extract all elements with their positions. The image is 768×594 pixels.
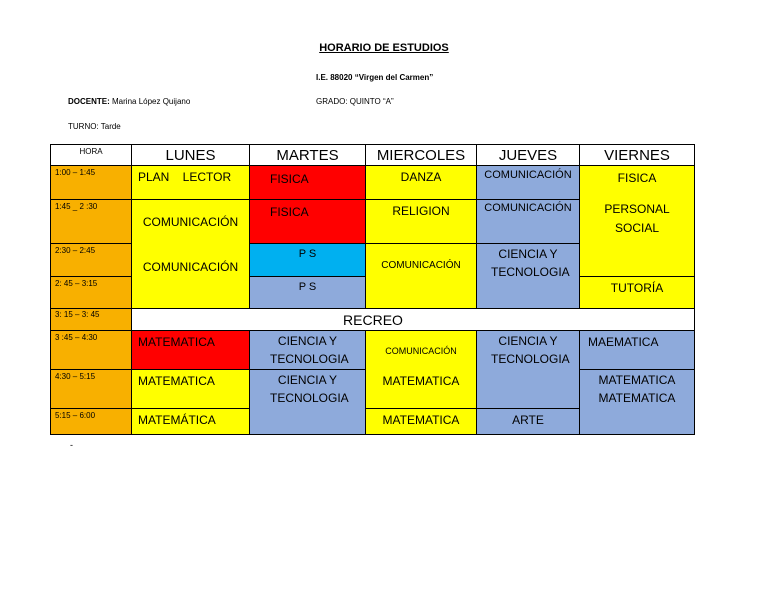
day-label: LUNES	[165, 147, 216, 164]
time-slot	[50, 308, 132, 331]
time-label: 1:45 _ 2 :30	[55, 202, 98, 211]
time-label: 3: 15 – 3: 45	[55, 310, 100, 319]
class-cell-jueves	[476, 330, 580, 409]
class-cell-martes	[249, 330, 366, 370]
class-cell-lunes	[131, 408, 250, 435]
class-cell-miercoles	[365, 165, 477, 200]
class-cell-viernes	[579, 276, 695, 309]
time-label: 5:15 – 6:00	[55, 411, 96, 420]
class-cell-miercoles	[365, 330, 477, 409]
class-label: COMUNICACIÓN	[381, 260, 461, 271]
recess-row	[131, 308, 695, 331]
class-cell-martes	[249, 165, 366, 200]
class-cell-viernes	[579, 369, 695, 435]
time-slot	[50, 369, 132, 409]
class-cell-martes	[249, 199, 366, 244]
document-title: HORARIO DE ESTUDIOS	[319, 42, 449, 54]
day-label: VIERNES	[604, 147, 670, 164]
class-cell-jueves	[476, 165, 580, 200]
class-label: P S	[298, 248, 317, 260]
class-label: TUTORÍA	[610, 281, 664, 295]
class-cell-lunes	[131, 330, 250, 370]
class-cell-jueves	[476, 199, 580, 244]
teacher-name: Marina López Quijano	[112, 97, 191, 106]
day-header-lunes	[131, 144, 250, 166]
class-label: COMUNICACIÓN	[142, 260, 239, 274]
class-label: PERSONAL SOCIAL	[604, 202, 670, 235]
day-header-viernes	[579, 144, 695, 166]
class-label: CIENCIA Y TECNOLOGIA	[270, 334, 349, 366]
class-label: PLAN LECTOR	[138, 170, 232, 184]
time-slot	[50, 408, 132, 435]
class-label: COMUNICACIÓN	[385, 346, 457, 356]
class-label: CIENCIA Y TECNOLOGIA	[270, 373, 349, 405]
class-label: MATEMÁTICA	[138, 413, 216, 427]
class-cell-lunes	[131, 369, 250, 409]
class-cell-martes	[249, 243, 366, 277]
class-label: DANZA	[400, 170, 442, 184]
grade-line: GRADO: QUINTO “A”	[316, 97, 394, 106]
class-label: FISICA	[617, 171, 657, 185]
day-header-miercoles	[365, 144, 477, 166]
class-label: ARTE	[512, 413, 544, 427]
class-label: FISICA	[270, 205, 309, 219]
day-label: MIERCOLES	[376, 147, 466, 164]
day-header-martes	[249, 144, 366, 166]
class-label: MATEMATICA	[138, 374, 215, 388]
shift-line: TURNO: Tarde	[68, 122, 121, 131]
class-label: COMUNICACIÓN	[484, 169, 572, 181]
class-label: MATEMATICA	[382, 374, 460, 388]
class-cell-lunes	[131, 199, 250, 309]
corner-label: HORA	[79, 147, 103, 156]
time-label: 1:00 – 1:45	[55, 168, 96, 177]
time-label: 2:30 – 2:45	[55, 246, 96, 255]
class-label: FISICA	[270, 172, 309, 186]
day-header-jueves	[476, 144, 580, 166]
class-label: MATEMATICA	[598, 391, 676, 405]
class-cell-viernes	[579, 165, 695, 277]
class-label: MATEMATICA	[382, 413, 460, 427]
class-cell-miercoles	[365, 408, 477, 435]
time-label: 2: 45 – 3:15	[55, 279, 98, 288]
class-cell-martes	[249, 276, 366, 309]
class-cell-miercoles	[365, 243, 477, 309]
class-cell-lunes	[131, 165, 250, 200]
class-label: MATEMATICA	[138, 335, 215, 349]
class-label: MATEMATICA	[598, 373, 676, 387]
time-slot	[50, 243, 132, 277]
time-slot	[50, 165, 132, 200]
time-label: 4:30 – 5:15	[55, 372, 96, 381]
time-slot	[50, 330, 132, 370]
class-label: RELIGION	[392, 204, 450, 218]
day-label: JUEVES	[498, 147, 558, 164]
class-label: COMUNICACIÓN	[142, 215, 239, 229]
class-cell-martes	[249, 369, 366, 435]
time-label: 3 :45 – 4:30	[55, 333, 98, 342]
recess-label: RECREO	[343, 312, 403, 328]
corner-header	[50, 144, 132, 166]
teacher-line	[68, 97, 190, 106]
class-cell-viernes	[579, 330, 695, 370]
class-cell-jueves	[476, 243, 580, 309]
school-name: I.E. 88020 “Virgen del Carmen”	[316, 73, 434, 82]
footer-mark: -	[70, 440, 73, 450]
day-label: MARTES	[276, 147, 339, 164]
class-label: CIENCIA Y TECNOLOGIA	[491, 247, 570, 279]
class-label: P S	[298, 281, 317, 293]
class-cell-miercoles	[365, 199, 477, 244]
time-slot	[50, 276, 132, 309]
class-cell-jueves	[476, 408, 580, 435]
time-slot	[50, 199, 132, 244]
class-label: CIENCIA Y TECNOLOGIA	[491, 334, 570, 366]
teacher-label: DOCENTE:	[68, 97, 110, 106]
class-label: MAEMATICA	[588, 335, 659, 349]
class-label: COMUNICACIÓN	[484, 202, 572, 214]
